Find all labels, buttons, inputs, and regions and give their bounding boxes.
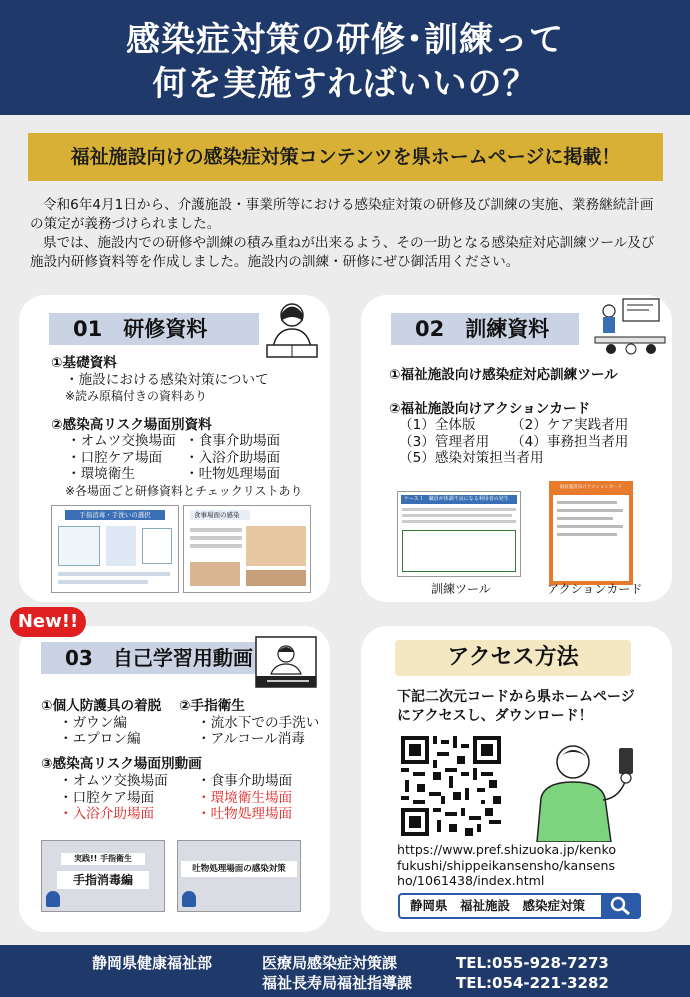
action-card-item: （3）管理者用 [399,433,490,450]
action-card-item: （5）感染対策担当者用 [399,450,544,466]
slide-thumbnail-hand-hygiene[interactable] [51,505,179,593]
search-bar[interactable] [398,893,641,919]
hand-hygiene-video-item: ・アルコール消毒 [197,731,305,747]
access-url-line-2[interactable]: fukushi/shippeikansensho/kansens [397,857,616,873]
search-text: 静岡県 福祉施設 感染症対策 [410,898,586,913]
title-line-1: 感染症対策の研修･訓練って [126,20,564,60]
division-1: 医療局感染症対策課 [262,954,398,972]
video-thumbnail-subtitle: 実践!! 手指衛生 [61,853,145,865]
vomit-cleanup-video-thumbnail[interactable] [177,840,301,912]
action-card-thumbnail-header: 福祉施設向けアクションカード [559,485,623,490]
drill-tool-heading: ①福祉施設向け感染症対応訓練ツール [389,367,618,383]
basic-materials-heading: ①基礎資料 [51,355,117,371]
access-card [361,626,672,932]
slide-thumbnail-meal-assistance[interactable] [183,505,311,593]
announcement-banner: 福祉施設向けの感染症対策コンテンツを県ホームページに掲載！ [28,133,663,181]
material-item: ・オムツ交換場面 [67,433,176,449]
intro-paragraph-1: 令和6年4月1日から、介護施設・事業所等における感染症対策の研修及び訓練の実施、業務継続計画の策定が義務づけられました。 [30,197,654,232]
intro-paragraph-2: 県では、施設内での研修や訓練の積み重ねが出来るよう、その一助となる感染症対応訓練ツール及び施設内研修資料等を作成しました。施設内の訓練・研修にぜひ御活用ください。 [30,235,655,270]
action-card-caption: アクションカード [547,582,643,596]
video-player-illustration [255,636,317,688]
studying-person-illustration [259,299,325,361]
ppe-heading: ①個人防護具の着脱 [41,698,162,714]
scene-video-item: ・オムツ交換場面 [59,773,168,789]
video-thumbnail-title: 手指消毒編 [57,871,149,889]
access-description-line-2: にアクセスし、ダウンロード！ [397,708,593,724]
slide-thumbnail-title: 手指消毒・手洗いの選択 [65,510,165,520]
scene-video-item: ・食事介助場面 [197,773,293,789]
section-02-title: 02 訓練資料 [391,313,579,345]
scene-video-item: ・口腔ケア場面 [59,789,155,806]
basic-materials-item: ・施設における感染対策について [65,371,269,388]
material-item: ・吐物処理場面 [185,466,281,482]
person-with-phone-illustration [531,742,651,842]
hand-hygiene-heading: ②手指衛生 [179,698,245,714]
department-name: 静岡県健康福祉部 [92,954,213,972]
hand-hygiene-video-thumbnail[interactable] [41,840,165,912]
action-card-heading: ②福祉施設向けアクションカード [389,401,591,417]
title-line-2: 何を実施すればいいの？ [152,64,538,104]
drill-tool-thumbnail[interactable] [397,491,521,577]
section-03-title: 03 自己学習用動画 [41,642,261,674]
intro-text [30,196,662,272]
drill-materials-card [361,295,672,602]
phone-2[interactable]: TEL:054-221-3282 [456,974,609,992]
scene-video-item-new: ・入浴介助場面 [59,806,155,822]
video-thumbnail-title: 吐物処理場面の感染対策 [181,861,297,877]
high-risk-materials-heading: ②感染高リスク場面別資料 [51,417,212,433]
scene-video-item-new: ・環境衛生場面 [197,789,293,806]
access-description-line-1: 下記二次元コードから県ホームページ [397,689,635,705]
high-risk-materials-note: ※各場面ごと研修資料とチェックリストあり [65,484,303,498]
drill-tool-thumbnail-header: ケース１ 職員が体調不良になる利用者の発生 [401,495,517,504]
access-title: アクセス方法 [395,640,631,676]
access-url-line-3[interactable]: ho/1061438/index.html [397,873,545,888]
search-icon [601,893,641,919]
division-2: 福祉長寿局福祉指導課 [262,974,413,992]
phone-1[interactable]: TEL:055-928-7273 [456,954,609,972]
basic-materials-note: ※読み原稿付きの資料あり [65,389,208,403]
search-button[interactable] [601,893,641,919]
material-item: ・環境衛生 [67,466,135,482]
meeting-illustration [589,297,669,361]
action-card-thumbnail[interactable] [549,481,633,585]
hand-hygiene-video-item: ・流水下での手洗い [197,714,320,731]
training-materials-card [19,295,330,602]
new-badge: New!! [10,607,86,637]
self-study-video-card [19,626,330,932]
section-01-title: 01 研修資料 [49,313,259,345]
slide-thumbnail-title: 食事場面の感染 [190,510,250,520]
page-header [0,0,690,115]
action-card-item: （1）全体版 [399,417,476,433]
material-item: ・口腔ケア場面 [67,449,163,466]
contact-footer [0,945,690,997]
access-url-line-1[interactable]: https://www.pref.shizuoka.jp/kenko [397,842,617,857]
ppe-video-item: ・ガウン編 [59,714,127,731]
qr-code[interactable] [401,736,501,836]
scene-video-item-new: ・吐物処理場面 [197,806,293,822]
material-item: ・食事介助場面 [185,433,281,449]
material-item: ・入浴介助場面 [185,449,281,466]
high-risk-video-heading: ③感染高リスク場面別動画 [41,756,202,772]
action-card-item: （4）事務担当者用 [511,433,629,450]
ppe-video-item: ・エプロン編 [59,731,141,747]
drill-tool-caption: 訓練ツール [431,582,491,596]
action-card-item: （2）ケア実践者用 [511,417,629,433]
